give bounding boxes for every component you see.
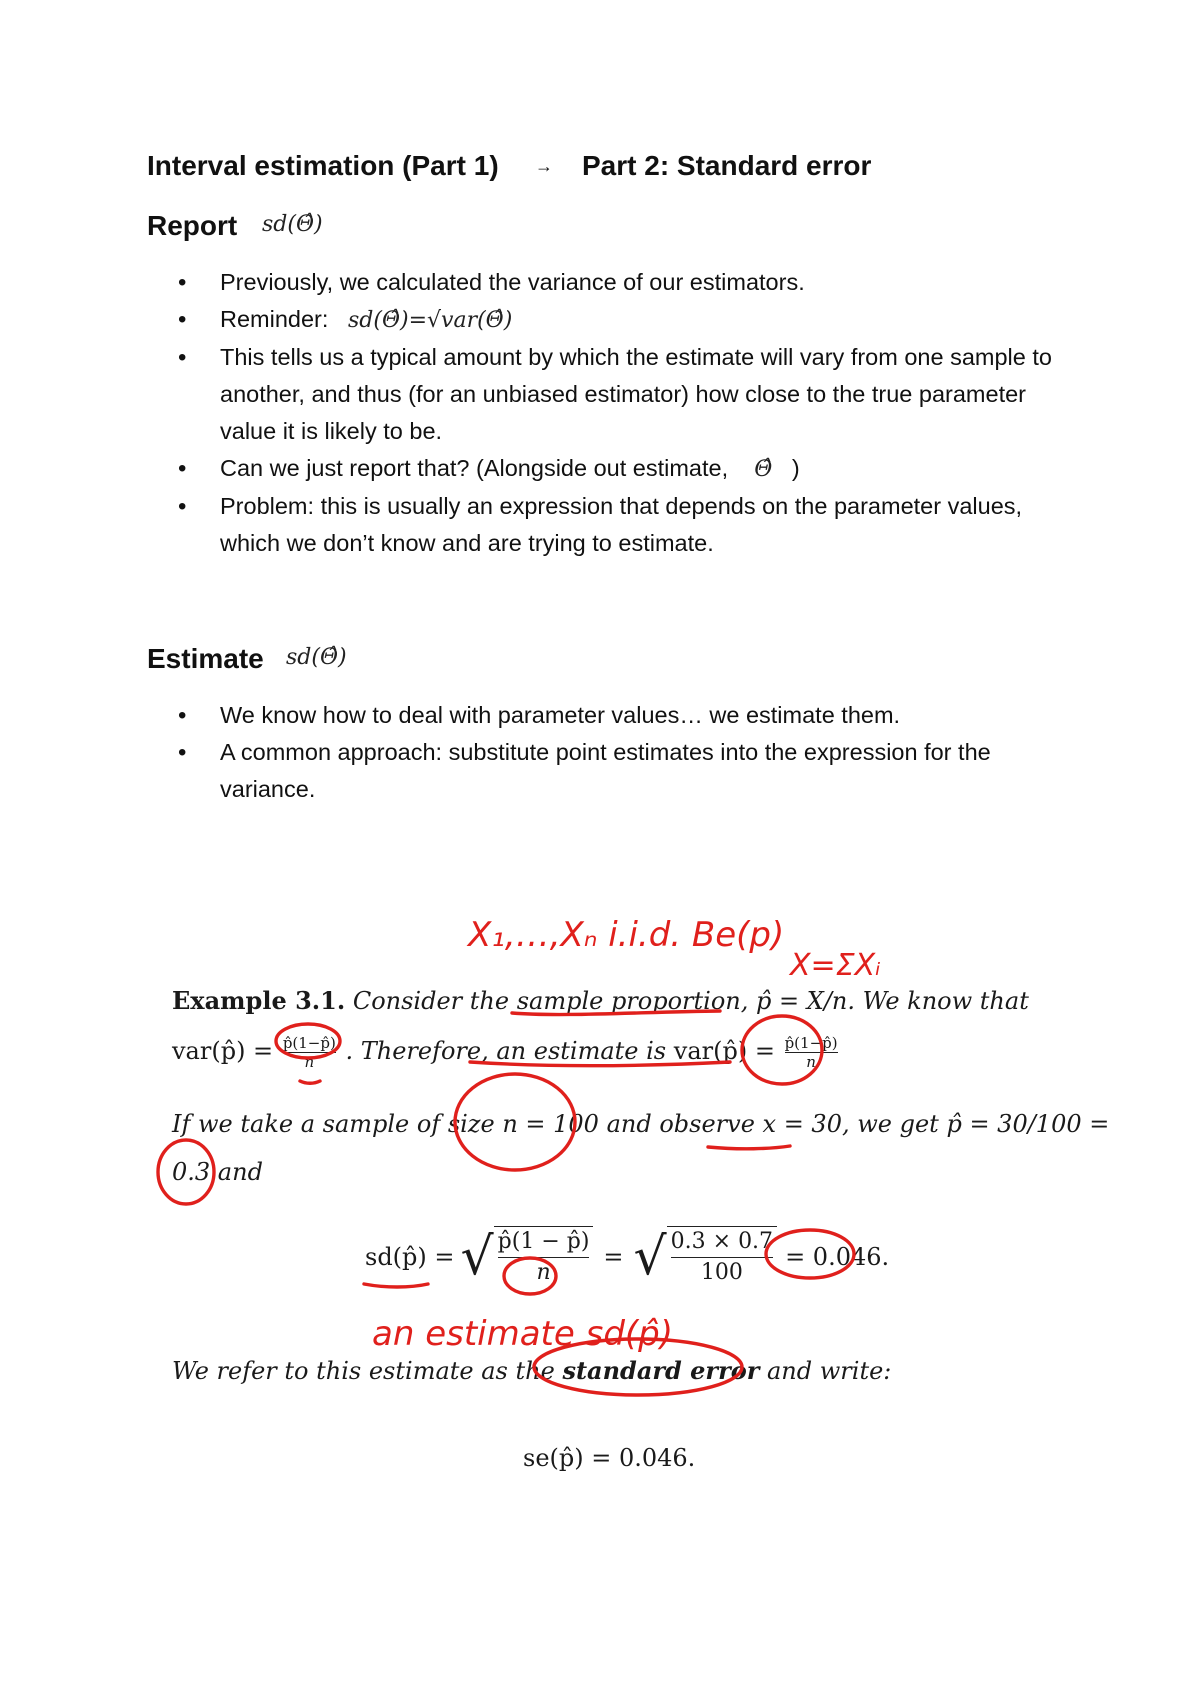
underline-sd bbox=[364, 1284, 428, 1287]
report-heading: Report bbox=[147, 210, 238, 241]
sd-formula: sd(p̂) = √ $\frac{p̂(1 - p̂)}{n}$ = √ $\frac{0.3 \times 0.7}{100}$ = 0.046. bbox=[365, 1227, 890, 1287]
estimate-symbol: Θ̂ bbox=[754, 457, 773, 482]
circle-n-100 bbox=[455, 1074, 575, 1170]
underline-x-30 bbox=[708, 1146, 790, 1149]
list-item: • Problem: this is usually an expression that depends on the parameter values, which we don’t know and are trying to estimate. bbox=[176, 488, 1076, 562]
list-item: • Can we just report that? (Alongside out estimate, Θ̂ ) bbox=[176, 450, 1076, 488]
circle-0-3 bbox=[158, 1140, 214, 1204]
estimate-heading-symbol: sd(Θ̂) bbox=[286, 645, 347, 670]
arrow-icon: → bbox=[535, 156, 553, 176]
example-line3: If we take a sample of size n = 100 and observe x = 30, we get p̂ = 30/100 = bbox=[172, 1110, 1110, 1138]
circle-n-denominator bbox=[504, 1258, 556, 1294]
circle-0-046 bbox=[766, 1230, 854, 1278]
refer-line: We refer to this estimate as the standard error and write: bbox=[172, 1356, 892, 1385]
example-label: Example 3.1. bbox=[172, 986, 346, 1015]
example-line1: Example 3.1. Consider the sample proportion, p̂ = X/n. We know that bbox=[172, 986, 1029, 1015]
an-estimate-note: an estimate sd(p̂) bbox=[372, 1314, 674, 1354]
underline-n bbox=[300, 1081, 320, 1083]
example-line2: var(p̂) = $\frac{p̂(1-p̂)}{n}$ . Therefore, an estimate is var(p̂) = $\frac{p̂(1-p̂)}{n}$ bbox=[172, 1034, 838, 1071]
reminder-formula: sd(Θ̂)=√var(Θ̂) bbox=[348, 308, 513, 333]
x-sum-note: X=ΣXᵢ bbox=[790, 948, 881, 983]
page-title-part2: Part 2: Standard error bbox=[582, 150, 872, 181]
iid-note: X₁,…,Xₙ i.i.d. Be(p) bbox=[468, 915, 785, 955]
underline-estimate bbox=[470, 1062, 730, 1066]
list-item: • Previously, we calculated the variance of our estimators. bbox=[176, 264, 1076, 301]
list-item: • A common approach: substitute point estimates into the expression for the variance. bbox=[176, 734, 1076, 808]
list-item: • We know how to deal with parameter values… we estimate them. bbox=[176, 697, 1076, 734]
page-title-part1: Interval estimation (Part 1) bbox=[147, 150, 499, 181]
se-formula: se(p̂) = 0.046. bbox=[523, 1444, 696, 1472]
example-line4: 0.3 and bbox=[172, 1158, 263, 1186]
underline-sample-proportion bbox=[512, 1011, 720, 1015]
circle-estimate-fraction bbox=[742, 1016, 822, 1084]
list-item: • Reminder: sd(Θ̂)=√var(Θ̂) bbox=[176, 301, 1076, 339]
report-symbol: sd(Θ̂) bbox=[262, 212, 323, 237]
estimate-heading: Estimate bbox=[147, 643, 264, 674]
list-item: • This tells us a typical amount by which the estimate will vary from one sample to another, and thus (for an unbiased estimator) how close to the true parameter value it is likely to be. bbox=[176, 339, 1076, 450]
circle-var-numerator bbox=[276, 1024, 340, 1058]
